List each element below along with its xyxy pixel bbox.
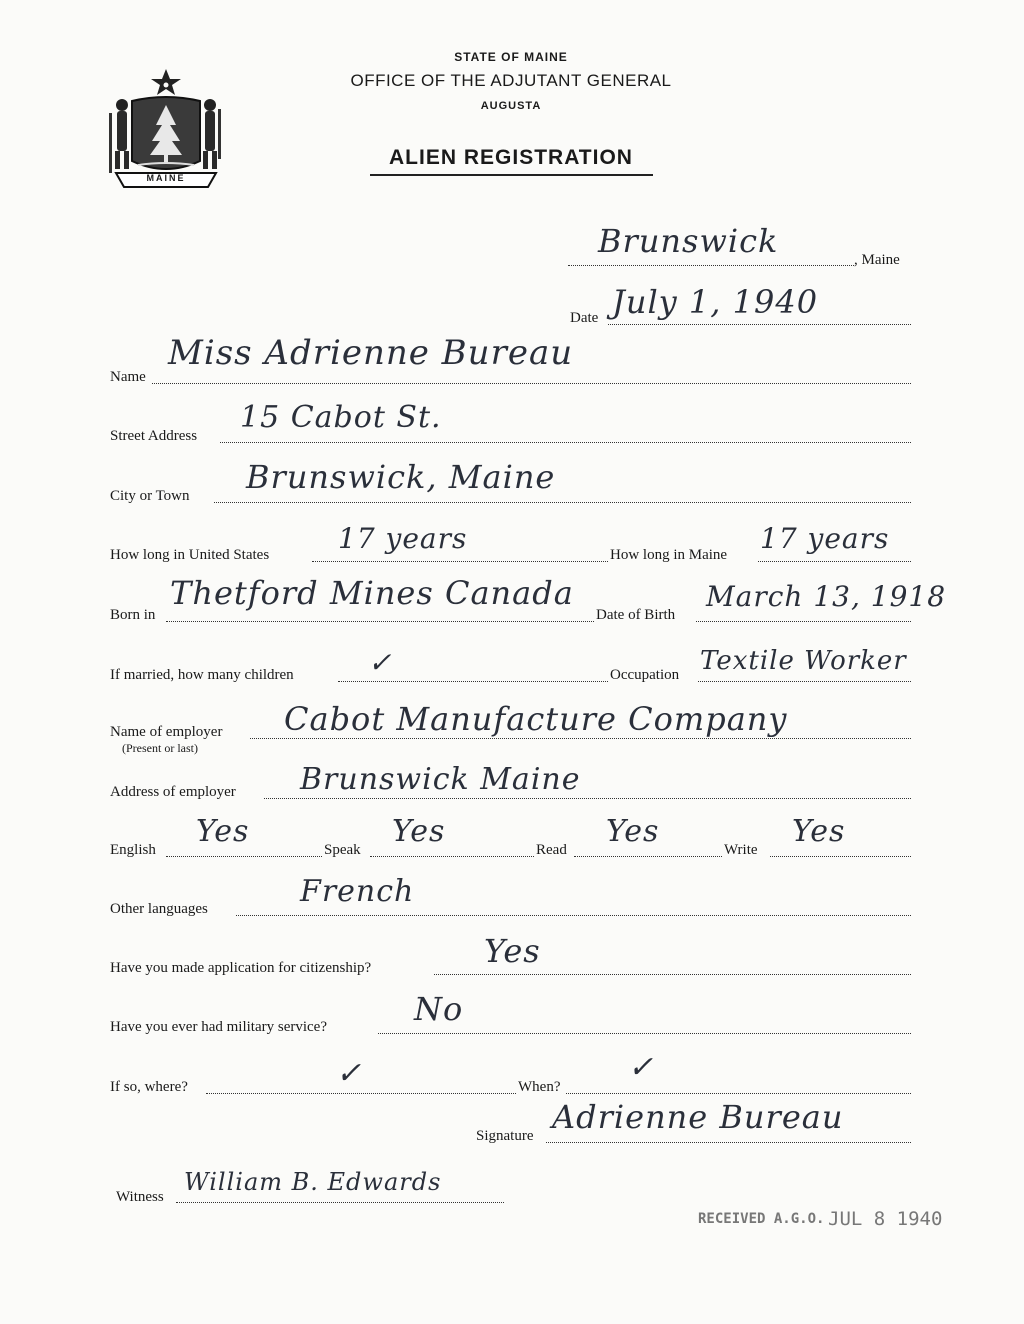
read-label: Read [536, 842, 567, 858]
born-in-value: Thetford Mines Canada [170, 574, 574, 612]
born-in-line [166, 621, 594, 622]
speak-line [370, 856, 534, 857]
signature-line [546, 1142, 911, 1143]
citizenship-label: Have you made application for citizenship? [110, 960, 372, 976]
born-in-label: Born in [110, 607, 156, 623]
received-stamp-text: RECEIVED A.G.O. [698, 1211, 825, 1227]
married-children-value: ✓ [368, 646, 393, 679]
citizenship-line [434, 974, 911, 975]
employer-name-sublabel: (Present or last) [122, 741, 198, 755]
name-label: Name [110, 369, 146, 385]
citizenship-value: Yes [484, 932, 541, 970]
street-address-line [220, 442, 911, 443]
form-title: ALIEN REGISTRATION [389, 146, 633, 169]
speak-value: Yes [392, 814, 446, 849]
state-of-maine-seal [108, 65, 224, 191]
town-line [568, 265, 854, 266]
employer-address-label: Address of employer [110, 784, 236, 800]
maine-label: , Maine [854, 252, 900, 268]
city-heading: AUGUSTA [480, 100, 542, 112]
signature-value: Adrienne Bureau [552, 1098, 844, 1136]
how-long-us-value: 17 years [338, 522, 468, 555]
received-stamp-date: JUL 8 1940 [828, 1208, 943, 1230]
write-line [770, 856, 911, 857]
date-of-birth-line [696, 621, 911, 622]
write-value: Yes [792, 814, 846, 849]
military-value: No [414, 990, 464, 1028]
where-label: If so, where? [110, 1079, 188, 1095]
how-long-maine-label: How long in Maine [610, 547, 728, 563]
signature-label: Signature [476, 1128, 534, 1144]
occupation-line [698, 681, 911, 682]
where-line [206, 1093, 516, 1094]
speak-label: Speak [324, 842, 361, 858]
city-label: City or Town [110, 488, 190, 504]
date-label: Date [570, 310, 599, 326]
military-line [378, 1033, 911, 1034]
state-heading: STATE OF MAINE [454, 50, 568, 64]
occupation-value: Textile Worker [700, 646, 907, 676]
title-underline [370, 174, 653, 176]
seal-text: MAINE [146, 173, 186, 183]
witness-line [176, 1202, 504, 1203]
how-long-maine-value: 17 years [760, 522, 890, 555]
other-languages-line [236, 915, 911, 916]
employer-name-line [250, 738, 911, 739]
how-long-maine-line [758, 561, 911, 562]
english-label: English [110, 842, 156, 858]
other-languages-label: Other languages [110, 901, 208, 917]
city-line [214, 502, 911, 503]
name-value: Miss Adrienne Bureau [168, 333, 574, 373]
employer-address-line [264, 798, 911, 799]
write-label: Write [724, 842, 758, 858]
when-line [566, 1093, 911, 1094]
witness-label: Witness [116, 1189, 164, 1205]
city-value: Brunswick, Maine [246, 458, 556, 496]
employer-address-value: Brunswick Maine [300, 762, 581, 797]
married-children-line [338, 681, 608, 682]
employer-name-value: Cabot Manufacture Company [284, 700, 788, 738]
military-label: Have you ever had military service? [110, 1019, 327, 1035]
english-value: Yes [196, 814, 250, 849]
how-long-us-line [312, 561, 608, 562]
employer-name-label: Name of employer [110, 724, 223, 740]
town-value: Brunswick [598, 222, 779, 260]
name-line [152, 383, 911, 384]
date-value: July 1, 1940 [612, 283, 819, 321]
street-address-label: Street Address [110, 428, 198, 444]
when-value: ✓ [628, 1050, 655, 1085]
occupation-label: Occupation [610, 667, 680, 683]
when-label: When? [518, 1079, 561, 1095]
where-value: ✓ [336, 1056, 363, 1091]
read-line [574, 856, 722, 857]
other-languages-value: French [300, 874, 415, 909]
street-address-value: 15 Cabot St. [240, 400, 442, 435]
office-heading: OFFICE OF THE ADJUTANT GENERAL [350, 71, 672, 90]
read-value: Yes [606, 814, 660, 849]
date-of-birth-value: March 13, 1918 [706, 580, 947, 613]
witness-value: William B. Edwards [184, 1168, 442, 1196]
married-children-label: If married, how many children [110, 667, 294, 683]
how-long-us-label: How long in United States [110, 547, 270, 563]
english-line [166, 856, 322, 857]
date-of-birth-label: Date of Birth [596, 607, 676, 623]
date-line [608, 324, 911, 325]
